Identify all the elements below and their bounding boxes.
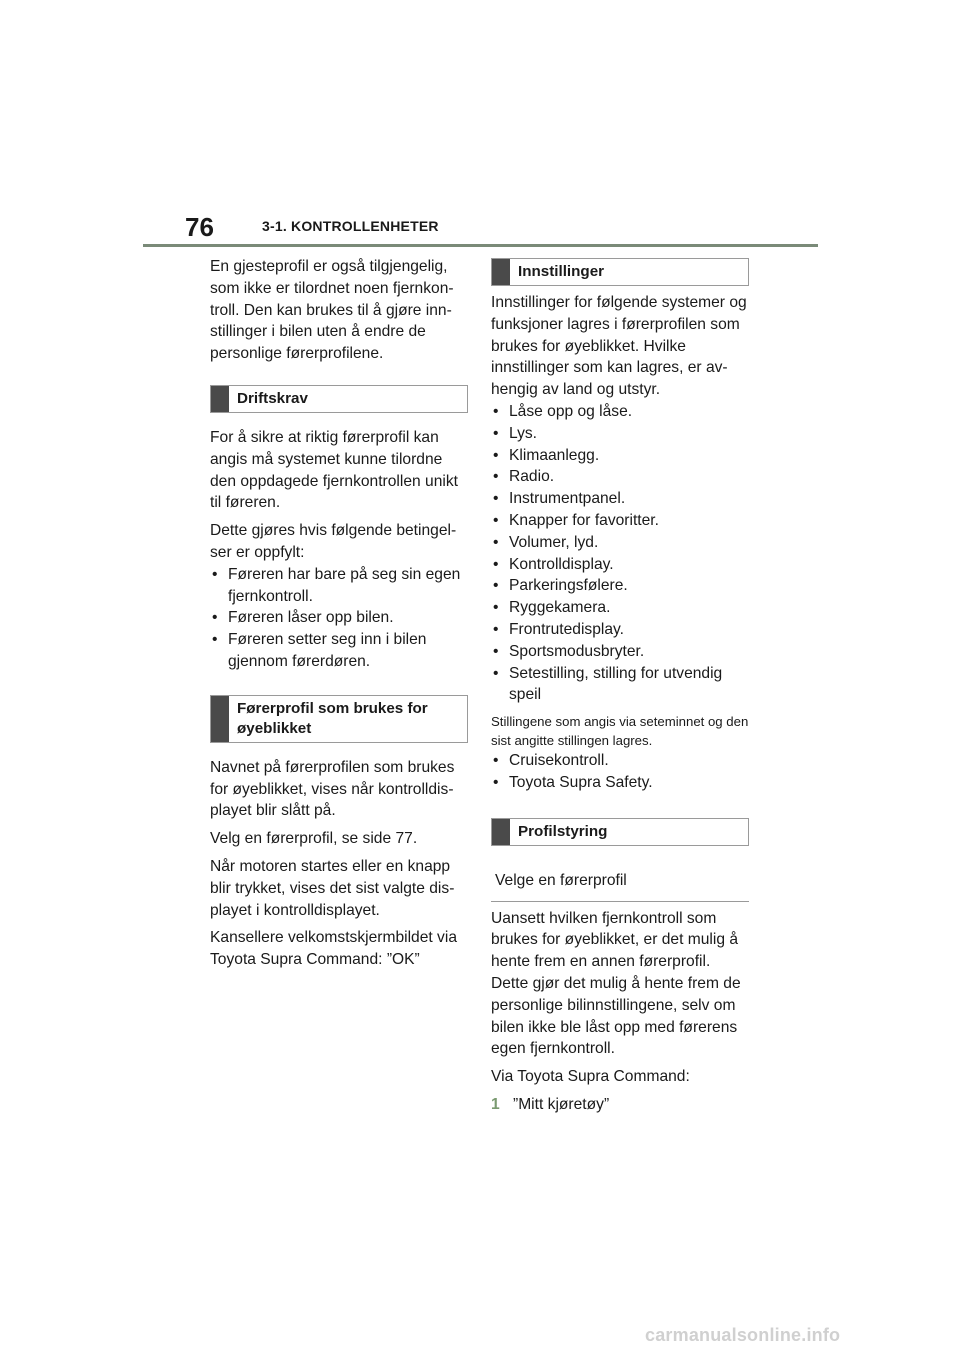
paragraph: Uansett hvilken fjernkontroll som brukes for øyeblikket, er det mulig å hente frem en annen førerprofil. Dette gjør det mulig å hente frem de personlige bilinnstillingene, selv om bilen ikke ble låst opp med førerens egen fjernkontroll. <box>491 909 741 1058</box>
list-item: • Klimaanlegg. <box>491 445 749 467</box>
step-text: ”Mitt kjøretøy” <box>513 1095 610 1113</box>
list-item: • Føreren låser opp bilen. <box>210 607 468 629</box>
heading-driftskrav: Driftskrav <box>210 385 468 413</box>
list-item: • Sportsmodusbryter. <box>491 641 749 663</box>
list-item: • Radio. <box>491 466 749 488</box>
heading-current-profile: Førerprofil som brukes for øyeblikket <box>210 695 468 743</box>
paragraph: Velg en førerprofil, se side 77. <box>210 830 418 848</box>
list-item: • Parkeringsfølere. <box>491 575 749 597</box>
list-item: • Føreren har bare på seg sin egen fjernkontroll. <box>210 564 468 608</box>
list-item: • Knapper for favoritter. <box>491 510 749 532</box>
list-item: • Cruisekontroll. <box>491 750 749 772</box>
paragraph: Via Toyota Supra Command: <box>491 1068 690 1086</box>
settings-list-extra <box>491 750 749 794</box>
list-item: • Instrumentpanel. <box>491 488 749 510</box>
step-item <box>491 1094 749 1116</box>
right-column <box>491 258 749 1116</box>
page-number: 76 <box>185 212 214 242</box>
list-item: • Frontrutedisplay. <box>491 619 749 641</box>
list-item: • Volumer, lyd. <box>491 532 749 554</box>
list-item: • Føreren setter seg inn i bilen gjennom førerdøren. <box>210 629 468 673</box>
subheading-select-profile: Velge en førerprofil <box>491 870 749 902</box>
heading-profilstyring: Profilstyring <box>491 818 749 846</box>
paragraph: Dette gjøres hvis følgende betingelser er oppfylt: <box>210 522 457 561</box>
header-divider <box>143 244 818 247</box>
paragraph: Kansellere velkomstskjermbildet via Toyota Supra Command: ”OK” <box>210 929 457 969</box>
list-item: • Toyota Supra Safety. <box>491 772 749 794</box>
conditions-list <box>210 564 468 673</box>
list-item: • Låse opp og låse. <box>491 401 749 423</box>
step-number: 1 <box>491 1095 500 1113</box>
left-column <box>210 256 468 971</box>
paragraph: Innstillinger for følgende systemer og funksjoner lagres i førerprofilen som brukes for øyeblikket. Hvilke innstillinger som kan lagres, er avhengig av land og utstyr. <box>491 294 747 399</box>
list-item: • Lys. <box>491 423 749 445</box>
list-item: • Kontrolldisplay. <box>491 554 749 576</box>
paragraph: Når motoren startes eller en knapp blir trykket, vises det sist valgte displayet i kontrolldisplayet. <box>210 857 455 919</box>
heading-innstillinger: Innstillinger <box>491 258 749 286</box>
list-item: • Setestilling, stilling for utvendig speil <box>491 663 749 707</box>
paragraph: Navnet på førerprofilen som brukes for øyeblikket, vises når kontrolldisplayet blir slått på. <box>210 758 455 820</box>
note-text: Stillingene som angis via seteminnet og den sist angitte stillingen lagres. <box>491 714 749 749</box>
watermark: carmanualsonline.info <box>645 1325 841 1345</box>
intro-paragraph: En gjesteprofil er også tilgjengelig, som ikke er tilordnet noen fjernkontroll. Den kan brukes til å gjøre innstillinger i bilen uten å endre de personlige førerprofilene. <box>210 258 454 363</box>
list-item: • Ryggekamera. <box>491 597 749 619</box>
paragraph: For å sikre at riktig førerprofil kan angis må systemet kunne tilordne den oppdagede fjernkontrollen unikt til føreren. <box>210 428 458 512</box>
settings-list <box>491 401 749 706</box>
section-title: 3-1. KONTROLLENHETER <box>262 218 439 234</box>
